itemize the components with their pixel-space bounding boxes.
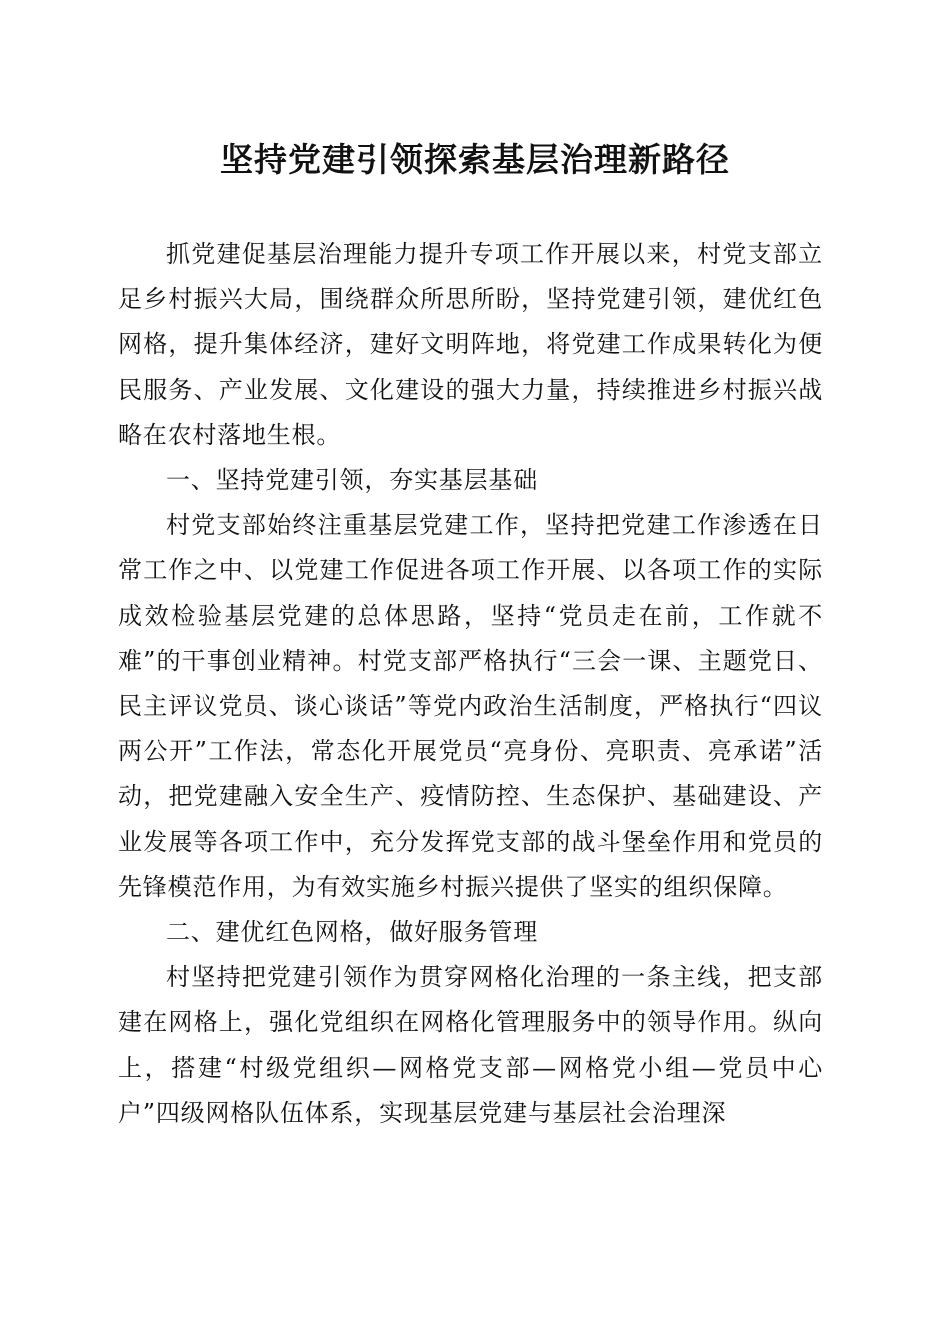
intro-paragraph: 抓党建促基层治理能力提升专项工作开展以来，村党支部立足乡村振兴大局，围绕群众所思所盼，坚持党建引领，建优红色网格，提升集体经济，建好文明阵地，将党建工作成果转化为便民服务、产业发展、文化建设的强大力量，持续推进乡村振兴战略在农村落地生根。 xyxy=(118,240,823,449)
section-body-1: 村党支部始终注重基层党建工作，坚持把党建工作渗透在日常工作之中、以党建工作促进各项工作开展、以各项工作的实际成效检验基层党建的总体思路，坚持“党员走在前，工作就不难”的干事创业精神。村党支部严格执行“三会一课、主题党日、民主评议党员、谈心谈话”等党内政治生活制度，严格执行“四议两公开”工作法，常态化开展党员“亮身份、亮职责、亮承诺”活动，把党建融入安全生产、疫情防控、生态保护、基础建设、产业发展等各项工作中，充分发挥党支部的战斗堡垒作用和党员的先锋模范作用，为有效实施乡村振兴提供了坚实的组织保障。 xyxy=(118,511,823,901)
section-heading-1: 一、坚持党建引领，夯实基层基础 xyxy=(166,466,538,495)
page-title: 坚持党建引领探索基层治理新路径 xyxy=(220,140,730,179)
document-body xyxy=(118,232,823,1136)
section-heading-2: 二、建优红色网格，做好服务管理 xyxy=(166,918,538,947)
section-body-2: 村坚持把党建引领作为贯穿网格化治理的一条主线，把支部建在网格上，强化党组织在网格化管理服务中的领导作用。纵向上，搭建“村级党组织—网格党支部—网格党小组—党员中心户”四级网格队伍体系，实现基层党建与基层社会治理深 xyxy=(118,963,823,1127)
